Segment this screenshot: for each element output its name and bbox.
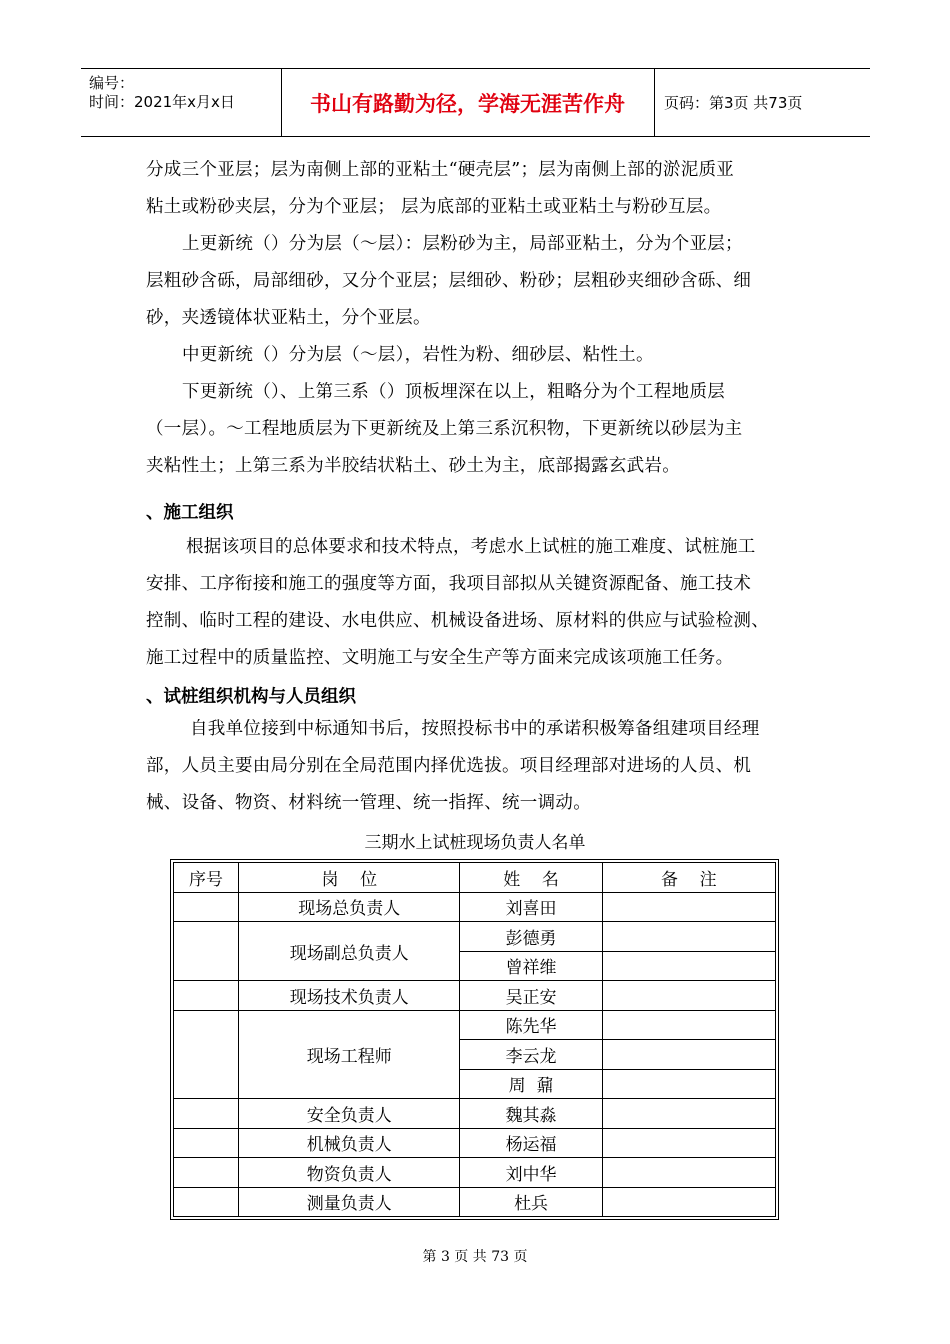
remarks-cell: [602, 1040, 775, 1070]
name-cell: 魏其淼: [460, 1099, 602, 1129]
post-cell: 机械负责人: [239, 1128, 460, 1158]
document-number-label: 编号：: [89, 74, 135, 92]
name-cell: 杨运福: [460, 1128, 602, 1158]
table-header-row: [174, 863, 776, 893]
remarks-cell: [602, 892, 775, 922]
text-line: 部，人员主要由局分别在全局范围内择优选拔。项目经理部对进场的人员、机: [146, 756, 752, 776]
text-line: 械、设备、物资、材料统一管理、统一指挥、统一调动。: [146, 793, 591, 813]
table-row: [174, 981, 776, 1011]
remarks-cell: [602, 1099, 775, 1129]
page-footer: 第 3 页 共 73 页: [422, 1249, 528, 1265]
table-row: [174, 1128, 776, 1158]
page-header: [81, 68, 870, 137]
text-line: 层粗砂含砾，局部细砂，又分个亚层；层细砂、粉砂；层粗砂夹细砂含砾、细: [146, 271, 752, 291]
post-cell: 现场总负责人: [239, 892, 460, 922]
paragraph-upper-pleistocene: [146, 226, 826, 337]
index-cell: [174, 1010, 239, 1099]
header-meta: [81, 69, 282, 136]
index-cell: [174, 922, 239, 981]
index-cell: [174, 1128, 239, 1158]
remarks-cell: [602, 951, 775, 981]
name-cell: 杜兵: [460, 1187, 602, 1217]
post-cell: 现场技术负责人: [239, 981, 460, 1011]
text-line: 上更新统（）分为层（～层）：层粉砂为主，局部亚粘土，分为个亚层；: [182, 234, 743, 254]
post-cell: 物资负责人: [239, 1158, 460, 1188]
table-row: [174, 892, 776, 922]
post-cell: 测量负责人: [239, 1187, 460, 1217]
header-motto: 书山有路勤为径，学海无涯苦作舟: [281, 69, 655, 136]
table-row: [174, 1099, 776, 1129]
index-cell: [174, 1187, 239, 1217]
text-line: 分成三个亚层；层为南侧上部的亚粘土“硬壳层”；层为南侧上部的淤泥质亚: [146, 160, 735, 180]
paragraph-strata-sublayers: [146, 152, 826, 226]
table-row: [174, 922, 776, 952]
remarks-cell: [602, 1128, 775, 1158]
text-line: 粘土或粉砂夹层，分为个亚层； 层为底部的亚粘土或亚粘土与粉砂互层。: [146, 197, 722, 217]
text-line: 中更新统（）分为层（～层），岩性为粉、细砂层、粘性土。: [182, 345, 654, 365]
remarks-cell: [602, 1010, 775, 1040]
paragraph-construction-organization: [146, 529, 826, 677]
remarks-cell: [602, 922, 775, 952]
text-line: 夹粘性土；上第三系为半胶结状粘土、砂土为主，底部揭露玄武岩。: [146, 456, 680, 476]
document-date-label: 时间：2021年x月x日: [89, 93, 235, 111]
post-cell: 现场工程师: [239, 1010, 460, 1099]
text-line: 自我单位接到中标通知书后，按照投标书中的承诺积极筹备组建项目经理: [190, 719, 760, 739]
table-row: [174, 1187, 776, 1217]
text-line: 根据该项目的总体要求和技术特点，考虑水上试桩的施工难度、试桩施工: [186, 537, 756, 557]
index-cell: [174, 892, 239, 922]
name-cell: 李云龙: [460, 1040, 602, 1070]
text-line: 砂，夹透镜体状亚粘土，分个亚层。: [146, 308, 431, 328]
index-cell: [174, 981, 239, 1011]
text-line: （一层）。～工程地质层为下更新统及上第三系沉积物，下更新统以砂层为主: [146, 419, 743, 439]
index-cell: [174, 1099, 239, 1129]
section-heading-construction-organization: 、施工组织: [146, 503, 234, 523]
paragraph-lower-pleistocene: [146, 374, 826, 485]
personnel-table: [173, 862, 776, 1217]
paragraph-personnel-organization: [146, 711, 826, 822]
text-line: 安排、工序衔接和施工的强度等方面，我项目部拟从关键资源配备、施工技术: [146, 574, 752, 594]
paragraph-middle-pleistocene: [146, 337, 826, 374]
name-cell: 彭德勇: [460, 922, 602, 952]
index-cell: [174, 1158, 239, 1188]
name-cell: 曾祥维: [460, 951, 602, 981]
table-row: [174, 1158, 776, 1188]
remarks-cell: [602, 981, 775, 1011]
table-row: [174, 1010, 776, 1040]
header-page-label: 页码：第3页 共73页: [664, 94, 803, 112]
remarks-cell: [602, 1158, 775, 1188]
header-cell-index: 序号: [174, 863, 239, 893]
section-heading-personnel-organization: 、试桩组织机构与人员组织: [146, 687, 356, 707]
post-cell: 安全负责人: [239, 1099, 460, 1129]
name-cell: 刘喜田: [460, 892, 602, 922]
remarks-cell: [602, 1187, 775, 1217]
table-caption: 三期水上试桩现场负责人名单: [364, 833, 586, 853]
name-cell: 吴正安: [460, 981, 602, 1011]
text-line: 施工过程中的质量监控、文明施工与安全生产等方面来完成该项施工任务。: [146, 648, 734, 668]
name-cell: 陈先华: [460, 1010, 602, 1040]
text-line: 下更新统（）、上第三系（）顶板埋深在以上，粗略分为个工程地质层: [182, 382, 726, 402]
post-cell: 现场副总负责人: [239, 922, 460, 981]
name-cell: 周 鼐: [460, 1069, 602, 1099]
text-line: 控制、临时工程的建设、水电供应、机械设备进场、原材料的供应与试验检测、: [146, 611, 769, 631]
header-cell-name: 姓 名: [460, 863, 602, 893]
header-cell-remarks: 备 注: [602, 863, 775, 893]
header-cell-post: 岗 位: [239, 863, 460, 893]
remarks-cell: [602, 1069, 775, 1099]
name-cell: 刘中华: [460, 1158, 602, 1188]
